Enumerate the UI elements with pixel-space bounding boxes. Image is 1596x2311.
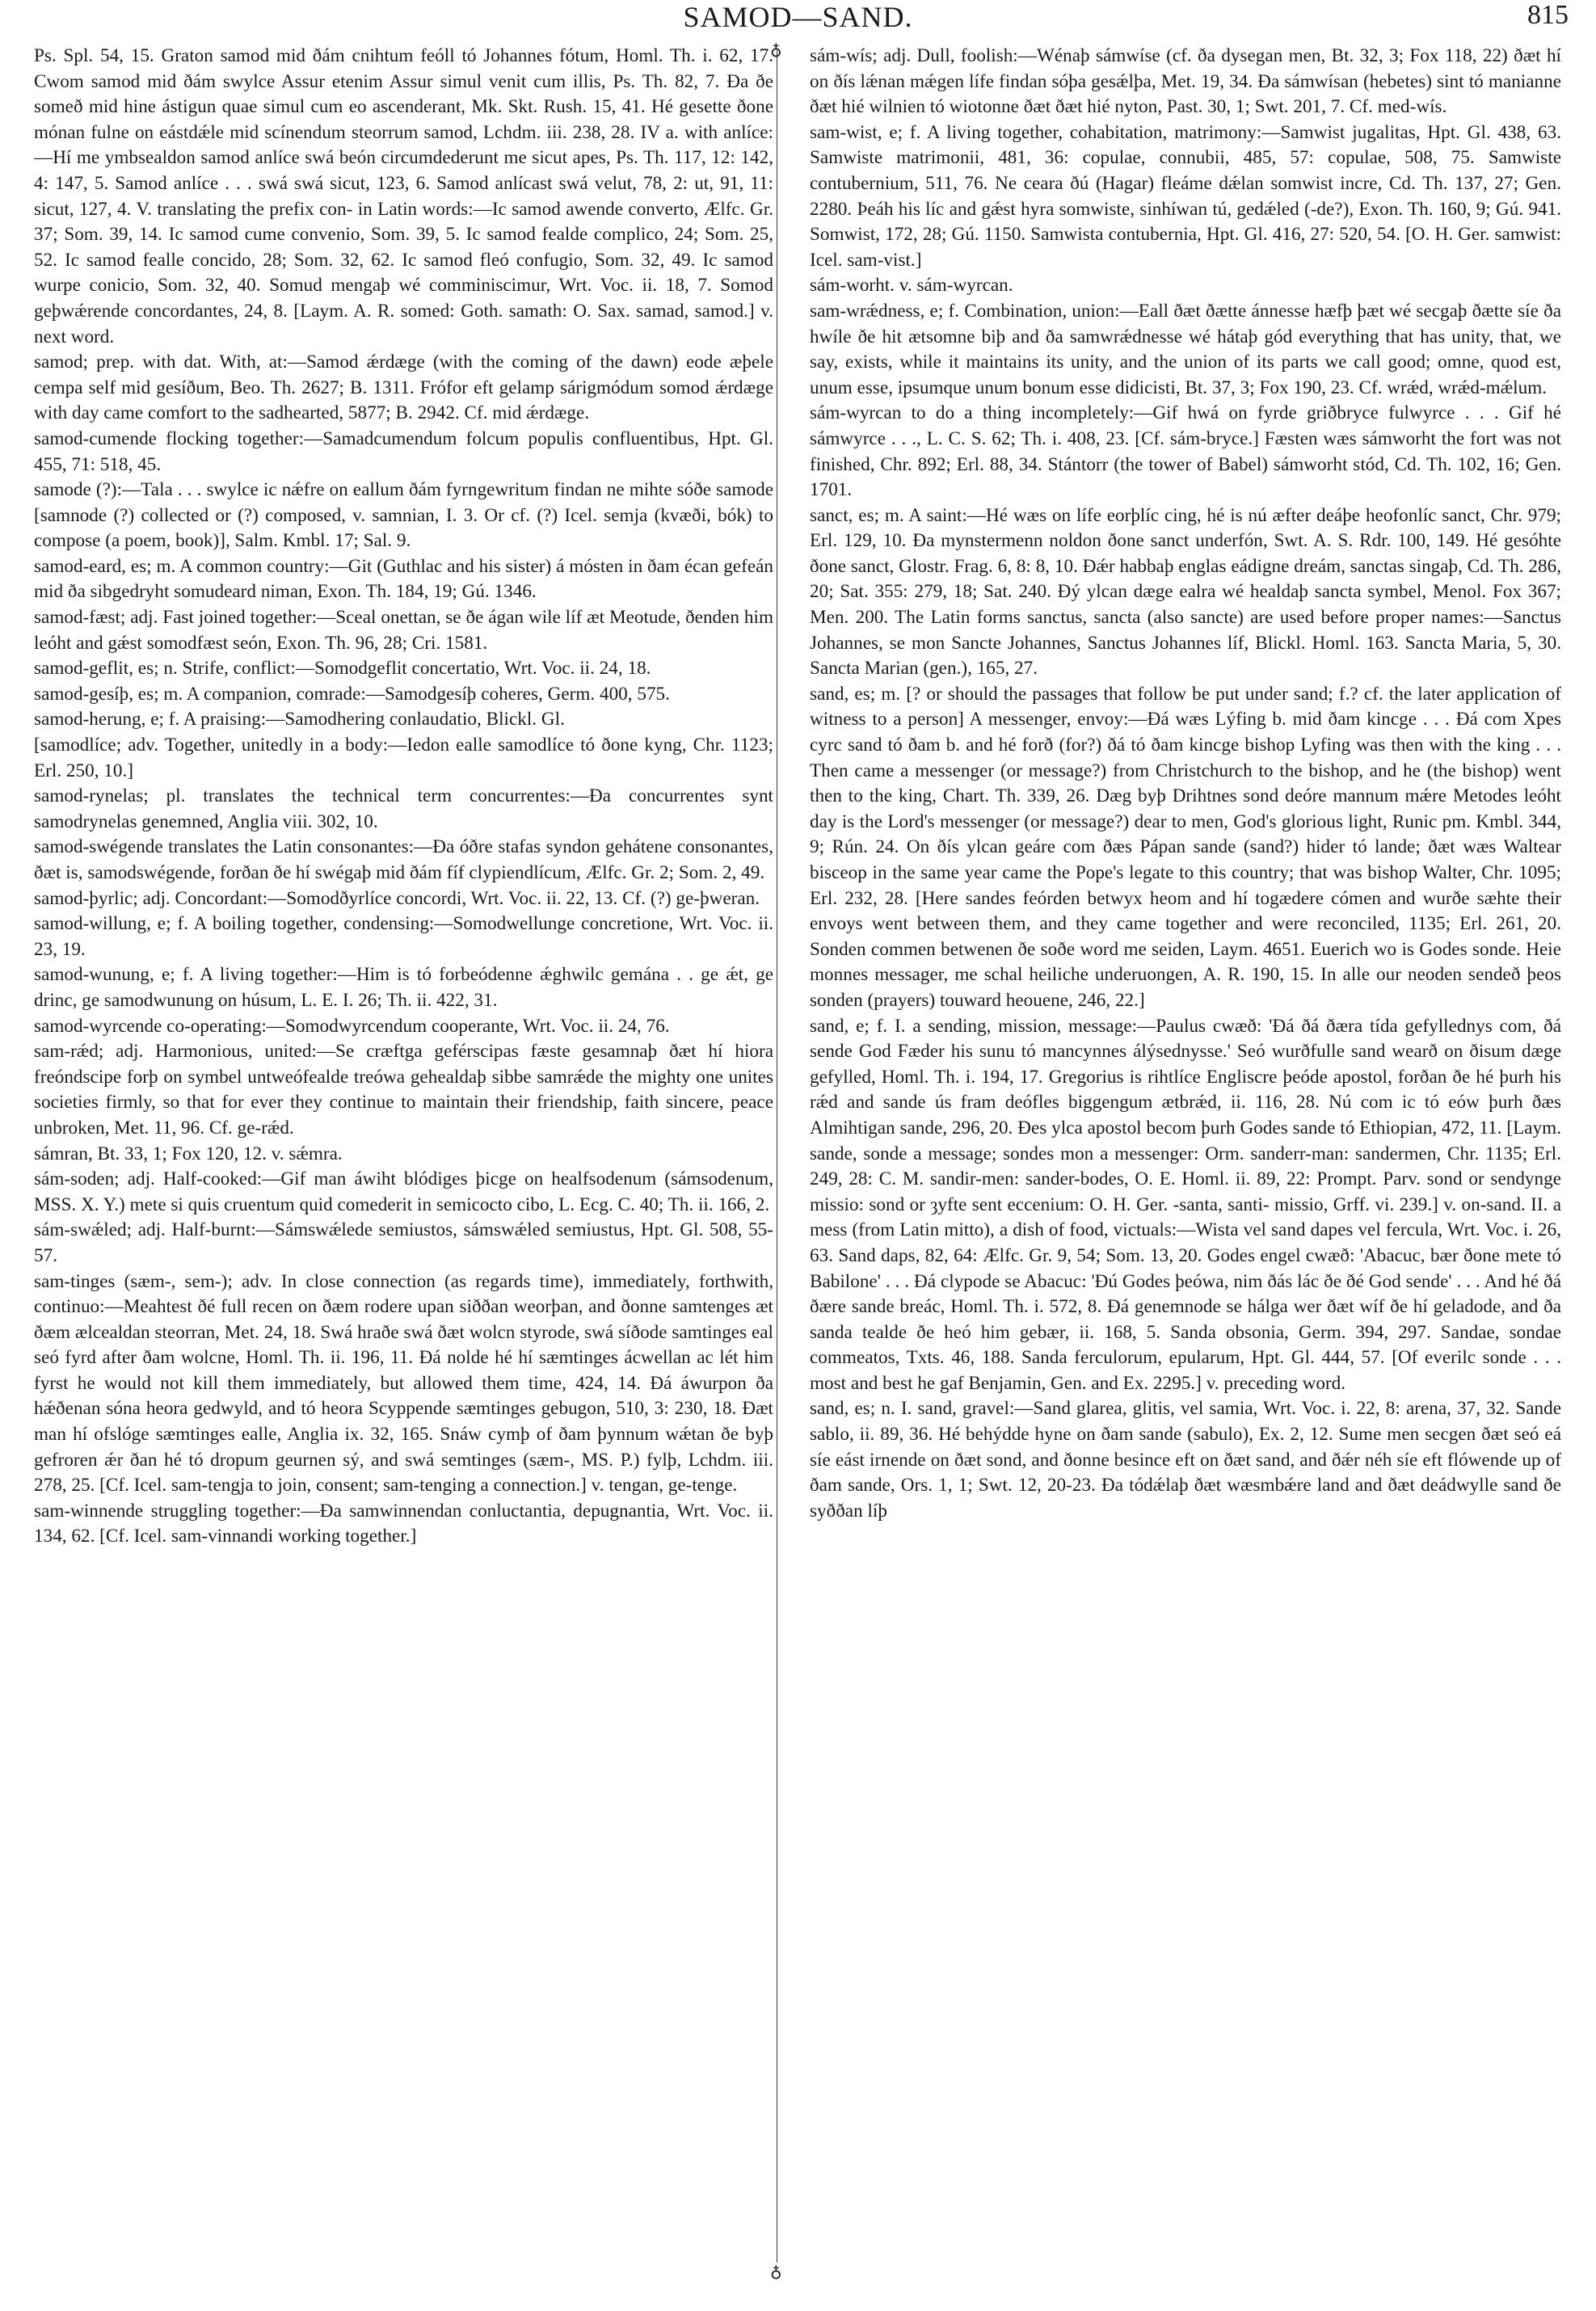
- dictionary-entry: samod-gesíþ, es; m. A companion, comrade:—Samodgesíþ coheres, Germ. 400, 575.: [34, 683, 670, 705]
- dictionary-entry: sanct, es; m. A saint:—Hé wæs on lífe eorþlíc cing, hé is nú æfter deáþe heofonlíc sanct, Chr. 979; Erl. 129, 10. Ða mynstermenn noldon ðone sanct underfón, Swt. A. S. Rdr. 100, 149. Hé gesóhte ðone sanct, Glostr. Frag. 6, 8: 8, 10. Ðǽr habbaþ englas eádigne dreám, sanctas singaþ, Cd. Th. 286, 20; Sat. 355: 279, 18; Sat. 240. Ðý ylcan dæge ealra wé healdaþ sancta symbel, Menol. Fox 367; Men. 200. The Latin forms sanctus, sancta (also sancte) are used before proper names:—Sanctus Johannes, se mon Sancte Johannes, Sanctus Johannes líf, Blickl. Homl. 163. Sancta Maria, 5, 30. Sancta Marian (gen.), 165, 27.: [810, 504, 1561, 680]
- divider-ornament-top-icon: ♁: [770, 41, 782, 59]
- dictionary-entry: samod-herung, e; f. A praising:—Samodhering conlaudatio, Blickl. Gl.: [34, 709, 565, 730]
- dictionary-entry: samod-wyrcende co-operating:—Somodwyrcendum cooperante, Wrt. Voc. ii. 24, 76.: [34, 1015, 670, 1037]
- dictionary-entry: samod-swégende translates the Latin consonantes:—Ða óðre stafas syndon gehátene consonantes, ðæt is, samodswégende, forðan ðe hí swégaþ mid ðám fíf clypiendlícum, Ælfc. Gr. 2; Som. 2, 49.: [34, 836, 773, 883]
- dictionary-entry: [samodlíce; adv. Together, unitedly in a body:—Iedon ealle samodlíce tó ðone kyng, Chr. 1123; Erl. 250, 10.]: [34, 735, 773, 781]
- dictionary-entry: samod-cumende flocking together:—Samadcumendum folcum populis confluentibus, Hpt. Gl. 455, 71: 518, 45.: [34, 427, 773, 475]
- page-header: [0, 0, 1596, 48]
- running-head: SAMOD—SAND.: [683, 1, 913, 33]
- dictionary-entry: sam-tinges (sæm-, sem-); adv. In close connection (as regards time), immediately, forthwith, continuo:—Meahtest ðé full recen on ðæm rodere upan siððan weorþan, and ðonne samtenges æt ðæm ælcealdan steorran, Met. 24, 18. Swá hraðe swá ðæt wolcn styrode, swá síðode samtinges eal seó fyrd after ðam wolcne, Homl. Th. ii. 196, 11. Ðá nolde hé hí sæmtinges ácwellan ac lét him fyrst he would not kill them immediately, but allowed them time, 424, 14. Ðá áwurpon ða hǽðenan sóna heora gedwyld, and tó heora Scyppende sæmtinges gebugon, 510, 3: 230, 18. Ðæt man hí ofslóge sæmtinges ealle, Anglia ix. 32, 165. Snáw cymþ of ðam þynnum wǽtan ðe byþ gefroren ǽr ðan hé tó dropum geurnen sý, and swá semtinges (sæm-, MS. P.) fylþ, Lchdm. iii. 278, 25. [Cf. Icel. sam-tengja to join, consent; sam-tenging a connection.] v. tengan, ge-tenge.: [34, 1270, 773, 1496]
- dictionary-entry: Ps. Spl. 54, 15. Graton samod mid ðám cnihtum feóll tó Johannes fótum, Homl. Th. i. 62, 17. Cwom samod mid ðám swylce Assur etenim Assur simul venit cum illis, Ps. Th. 82, 7. Ða ðe someð mid hine ástigun quae simul cum eo ascenderant, Mk. Skt. Rush. 15, 41. Hé gesette ðone mónan fulne on eástdǽle mid scínendum steorrum samod, Lchdm. iii. 238, 28. IV a. with anlíce:—Hí me ymbsealdon samod anlíce swá beón circumdederunt me sicut apes, Ps. Th. 117, 12: 142, 4: 147, 5. Samod anlíce . . . swá swá sicut, 123, 6. Samod anlícast swá velut, 78, 2: ut, 91, 11: sicut, 127, 4. V. translating the prefix con- in Latin words:—Ic samod awende converto, Ælfc. Gr. 37; Som. 39, 14. Ic samod cume convenio, Som. 39, 5. Ic samod fealde complico, 24; Som. 25, 52. Ic samod fealle concido, 28; Som. 32, 62. Ic samod fleó confugio, Som. 32, 49. Ic samod wurpe conicio, Som. 32, 40. Somud mengaþ wé comminiscimur, Wrt. Voc. ii. 18, 7. Somod geþwǽrende concordantes, 24, 8. [Laym. A. R. somed: Goth. samath: O. Sax. samad, samod.] v. next word.: [34, 45, 773, 347]
- dictionary-entry: sám-wyrcan to do a thing incompletely:—Gif hwá on fyrde griðbryce fulwyrce . . . Gif hé sámwyrce . . ., L. C. S. 62; Th. i. 408, 23. [Cf. sám-bryce.] Fæsten wæs sámworht the fort was not finished, Chr. 892; Erl. 88, 34. Stántorr (the tower of Babel) sámworht stód, Cd. Th. 102, 16; Gen. 1701.: [810, 402, 1561, 501]
- dictionary-entry: sand, es; n. I. sand, gravel:—Sand glarea, glitis, vel samia, Wrt. Voc. i. 22, 8: arena, 37, 32. Sande sablo, ii. 89, 36. Hé behýdde hyne on ðam sande (sabulo), Ex. 2, 12. Sume men secgen ðæt seó eá síe eást irnende on ðæt sond, and ðonne besince eft on ðæt sand, and ðǽr néh síe eft flówende up of ðam sande, Ors. 1, 1; Swt. 12, 20-23. Ða tódǽlaþ ðæt wæsmbǽre land and ðæt deádwylle sand ðe syððan líþ: [810, 1398, 1561, 1522]
- page-number: 815: [1527, 0, 1569, 30]
- dictionary-entry: sám-worht. v. sám-wyrcan.: [810, 275, 1013, 297]
- dictionary-entry: sam-wist, e; f. A living together, cohabitation, matrimony:—Samwist jugalitas, Hpt. Gl. 438, 63. Samwiste matrimonii, 481, 36: copulae, connubii, 485, 57: copulae, 508, 75. Samwiste contubernium, 511, 76. Ne ceara ðú (Hagar) fleáme dǽlan somwist incre, Cd. Th. 137, 27; Gen. 2280. Þeáh his líc and gǽst hyra somwiste, sinhíwan tú, gedǽled (-de?), Exon. Th. 160, 9; Gú. 941. Somwist, 172, 28; Gú. 1150. Samwista contubernia, Hpt. Gl. 416, 27: 520, 54. [O. H. Ger. samwist: Icel. sam-vist.]: [810, 121, 1561, 271]
- dictionary-entry: sand, e; f. I. a sending, mission, message:—Paulus cwæð: 'Ðá ðá ðæra tída gefyllednys com, ðá sende God Fæder his sunu tó mancynnes álýsednysse.' Seó wurðfulle sand wearð on ðisum dæge gefylled, Homl. Th. i. 194, 17. Gregorius is rihtlíce Engliscre þeóde apostol, forðan ðe hé þurh his rǽd and sande ús fram deófles biggengum ætbrǽd, ii. 116, 28. Nú com ic tó eów þurh ðæs Almihtigan sande, 296, 20. Ðes ylca apostol becom þurh Godes sande tó Ethiopian, 472, 11. [Laym. sande, sonde a message; sondes mon a messenger: Orm. sanderr-man: sandermen, Chr. 1135; Erl. 249, 28: C. M. sandir-men: sander-bodes, O. E. Homl. ii. 89, 22: Prompt. Parv. sond or sendynge missio: sond or ȝyfte sent eccenium: O. H. Ger. -santa, santi- missio, Grff. vi. 239.] v. on-sand. II. a mess (from Latin mitto), a dish of food, victuals:—Wista vel sand dapes vel fercula, Wrt. Voc. i. 26, 63. Sand daps, 82, 64: Ælfc. Gr. 9, 54; Som. 13, 20. Godes engel cwæð: 'Abacuc, bær ðone mete tó Babilone' . . . Ðá clypode se Abacuc: 'Ðú Godes þeówa, nim ðás lác ðe ðé God sende' . . . And hé ðá ðære sande breác, Homl. Th. i. 572, 8. Ðá genemnode se hálga wer ðæt wíf ðe hí geladode, and ða sanda tealde ðe heó him gebær, ii. 168, 5. Sanda obsonia, Germ. 394, 297. Sandae, sondae commeatos, Txts. 46, 188. Sanda ferculorum, epularum, Hpt. Gl. 444, 57. [Of everilc sonde . . . most and best he gaf Benjamin, Gen. and Ex. 2295.] v. preceding word.: [810, 1015, 1561, 1394]
- dictionary-entry: sám-wís; adj. Dull, foolish:—Wénaþ sámwíse (cf. ða dysegan men, Bt. 32, 3; Fox 118, 22) ðæt hí on ðís lǽnan mǽgen lífe findan sóþa gesǽlþa, Met. 19, 34. Ða sámwísan (hebetes) sint tó manianne ðæt hié wilnien tó wiotonne ðæt ðæt hié nyton, Past. 30, 1; Swt. 201, 7. Cf. med-wís.: [810, 45, 1561, 118]
- dictionary-entry: sam-winnende struggling together:—Ða samwinnendan conluctantia, depugnantia, Wrt. Voc. ii. 134, 62. [Cf. Icel. sam-vinnandi working together.]: [34, 1500, 773, 1547]
- divider-ornament-bottom-icon: ♁: [770, 2263, 782, 2281]
- dictionary-entry: samod-þyrlic; adj. Concordant:—Somodðyrlíce concordi, Wrt. Voc. ii. 22, 13. Cf. (?) ge-þweran.: [34, 887, 760, 909]
- dictionary-entry: sám-soden; adj. Half-cooked:—Gif man áwiht blódiges þicge on healfsodenum (sámsodenum, MSS. X. Y.) mete si quis cruentum quid comederit in semicocto cibo, L. Ecg. C. 40; Th. ii. 166, 2.: [34, 1168, 773, 1215]
- left-column: [34, 44, 773, 2287]
- dictionary-entry: samod-wunung, e; f. A living together:—Him is tó forbeódenne ǽghwilc gemána . . ge ǽt, ge drinc, ge samodwunung on húsum, L. E. I. 26; Th. ii. 422, 31.: [34, 964, 773, 1011]
- dictionary-entry: sám-swǽled; adj. Half-burnt:—Sámswǽlede semiustos, sámswǽled semiustus, Hpt. Gl. 508, 55-57.: [34, 1219, 773, 1266]
- dictionary-entry: sámran, Bt. 33, 1; Fox 120, 12. v. sǽmra.: [34, 1143, 343, 1164]
- dictionary-entry: sam-wrǽdness, e; f. Combination, union:—Eall ðæt ðætte ánnesse hæfþ þæt wé secgaþ ðætte síe ða hwíle ðe hit ætsomne biþ and ða samwrǽdnesse wé hátaþ gód everything that has unity, that, we say, exists, while it maintains its unity, and the union of its parts we call good; omne, quod est, unum esse, ipsumque unum bonum esse didicisti, Bt. 37, 3; Fox 190, 23. Cf. wrǽd, wrǽd-mǽlum.: [810, 300, 1561, 398]
- dictionary-entry: samod-geflit, es; n. Strife, conflict:—Somodgeflit concertatio, Wrt. Voc. ii. 24, 18.: [34, 658, 651, 680]
- dictionary-entry: samode (?):—Tala . . . swylce ic nǽfre on eallum ðám fyrngewritum findan ne mihte sóðe samode [samnode (?) collected or (?) composed, v. samnian, I. 3. Or cf. (?) Icel. semja (kvæði, bók) to compose (a poem, book)], Salm. Kmbl. 17; Sal. 9.: [34, 479, 773, 552]
- dictionary-entry: samod-eard, es; m. A common country:—Git (Guthlac and his sister) á mósten in ðam écan gefeán mid ða sibgedryht somudeard niman, Exon. Th. 184, 19; Gú. 1346.: [34, 555, 773, 603]
- dictionary-entry: samod-fæst; adj. Fast joined together:—Sceal onettan, se ðe ágan wile líf æt Meotude, ðenden him leóht and gǽst somodfæst seón, Exon. Th. 96, 28; Cri. 1581.: [34, 607, 773, 654]
- right-column: [810, 44, 1561, 2287]
- dictionary-entry: samod-rynelas; pl. translates the technical term concurrentes:—Ða concurrentes synt samodrynelas genemned, Anglia viii. 302, 10.: [34, 785, 773, 832]
- dictionary-entry: sam-rǽd; adj. Harmonious, united:—Se cræftga geférscipas fæste gesamnaþ ðæt hí hiora freóndscipe forþ on symbel untweófealde treówa gehealdaþ sibbe samrǽde the mighty one unites societies firmly, so that for ever they continue to maintain their friendship, faith sincere, peace unbroken, Met. 11, 96. Cf. ge-rǽd.: [34, 1041, 773, 1139]
- dictionary-entry: samod; prep. with dat. With, at:—Samod ǽrdæge (with the coming of the dawn) eode æþele cempa self mid gesíðum, Beo. Th. 2627; B. 1311. Frófor eft gelamp sárigmódum somod ǽrdæge with day came comfort to the sadhearted, 5877; B. 2942. Cf. mid ǽrdæge.: [34, 351, 773, 424]
- dictionary-entry: samod-willung, e; f. A boiling together, condensing:—Somodwellunge concretione, Wrt. Voc. ii. 23, 19.: [34, 913, 773, 960]
- dictionary-entry: sand, es; m. [? or should the passages that follow be put under sand; f.? cf. the later application of witness to a person] A messenger, envoy:—Ðá wæs Lýfing b. mid ðam kincge . . . Ðá com Xpes cyrc sand tó ðam b. and hé forð (for?) ðá tó ðam kincge bishop Lyfing was then with the king . . . Then came a messenger (or message?) from Christchurch to the bishop, and he (the bishop) went then to the king, Chart. Th. 339, 26. Dæg byþ Drihtnes sond deóre mannum mǽre Metodes leóht day is the Lord's messenger (or message?) dear to men, God's glorious light, Runic pm. Kmbl. 344, 9; Rún. 24. On ðís ylcan geáre com ðæs Pápan sande (sand?) hider tó lande; ðæt wæs Waltear bisceop in the same year came the Pope's legate to this country; that was bishop Walter, Chr. 1095; Erl. 232, 28. [Here sandes feórden betwyx heom and hí togædere cómen and wurðe sæhte their envoys went between them, and they came together and were reconciled, 1135; Erl. 261, 20. Sonden commen betwenen ðe soðe word me seiden, Laym. 4651. Euerich wo is Godes sonde. Heie monnes messager, me schal heiliche underuongen, A. R. 190, 15. In alle our neoden sendeð þeos sonden (prayers) touward heouene, 246, 22.]: [810, 683, 1561, 1011]
